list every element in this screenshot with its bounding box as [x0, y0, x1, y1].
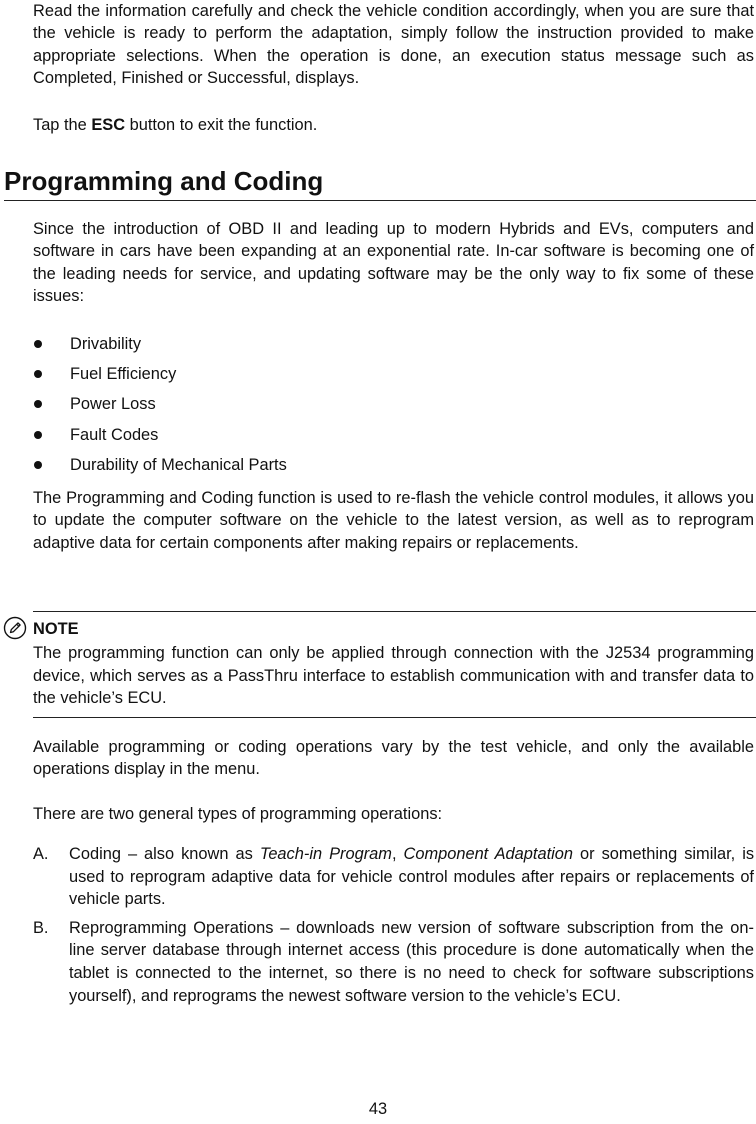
section-intro: Since the introduction of OBD II and leading up to modern Hybrids and EVs, computers and software in cars have been expanding at an exponential rate. In-car software is becoming one of the leading needs for service, and updating software may be the only way to fix some of these issues: [33, 220, 754, 306]
list-item [33, 917, 754, 1007]
esc-instruction-suffix: button to exit the function. [125, 116, 318, 134]
operations-list [33, 843, 754, 1013]
item-a-italic-2: Component Adaptation [403, 845, 574, 863]
item-a-sep: , [391, 845, 404, 863]
note-body: The programming function can only be applied through connection with the J2534 programming device, which serves as a PassThru interface to establish communication with and transfer data to the vehicle’s ECU. [33, 644, 754, 708]
bullet-dot-icon [34, 461, 42, 469]
list-item-label: Drivability [70, 335, 142, 353]
bullet-dot-icon [34, 370, 42, 378]
list-item [33, 454, 754, 484]
item-b-text: Reprogramming Operations – downloads new version of software subscription from the on-line server database through internet access (this procedure is done automatically when the tablet is connected to the internet, so there is no need to check for software subscriptions yourself), and reprograms the newest software version to the vehicle’s ECU. [69, 918, 754, 1005]
available-operations: Available programming or coding operations vary by the test vehicle, and only the available operations display in the menu. [33, 738, 754, 779]
list-item [33, 363, 754, 393]
list-item-label: Fault Codes [70, 425, 159, 444]
list-item-label: Fuel Efficiency [70, 365, 177, 384]
list-item-label: Durability of Mechanical Parts [70, 455, 287, 474]
types-intro: There are two general types of programming operations: [33, 805, 443, 823]
section-title: Programming and Coding [4, 164, 756, 201]
list-item [33, 393, 754, 423]
esc-instruction [33, 114, 754, 136]
list-item [33, 843, 754, 911]
function-description: The Programming and Coding function is used to re-flash the vehicle control modules, it allows you to update the computer software on the vehicle to the latest version, as well as to reprogram adaptive data for certain components after making repairs or replacements. [33, 489, 754, 552]
bullet-dot-icon [34, 340, 42, 348]
bullet-dot-icon [34, 431, 42, 439]
issues-list [33, 333, 754, 484]
item-a-text: Coding – also known as [69, 845, 260, 863]
note-box [33, 611, 756, 718]
bullet-dot-icon [34, 400, 42, 408]
note-title: NOTE [33, 620, 79, 638]
pencil-icon [3, 616, 27, 640]
list-marker: B. [33, 918, 49, 937]
esc-instruction-prefix: Tap the [33, 116, 92, 134]
item-a-text-2: or something similar, is used to reprogram adaptive data for vehicle control modules after repairs or replacements of vehicle parts. [69, 845, 755, 909]
list-item-label: Power Loss [70, 395, 156, 414]
list-item [33, 424, 754, 454]
intro-paragraph: Read the information carefully and check the vehicle condition accordingly, when you are sure that the vehicle is ready to perform the adaptation, simply follow the instruction provided to make appropriate selections. When the operation is done, an execution status message such as Completed, Finished or Successful, displays. [33, 2, 754, 88]
list-item [33, 333, 754, 363]
esc-button-label: ESC [91, 116, 126, 134]
page-number: 43 [368, 1100, 388, 1118]
item-a-italic-1: Teach-in Program [259, 845, 392, 863]
list-marker: A. [33, 845, 49, 863]
